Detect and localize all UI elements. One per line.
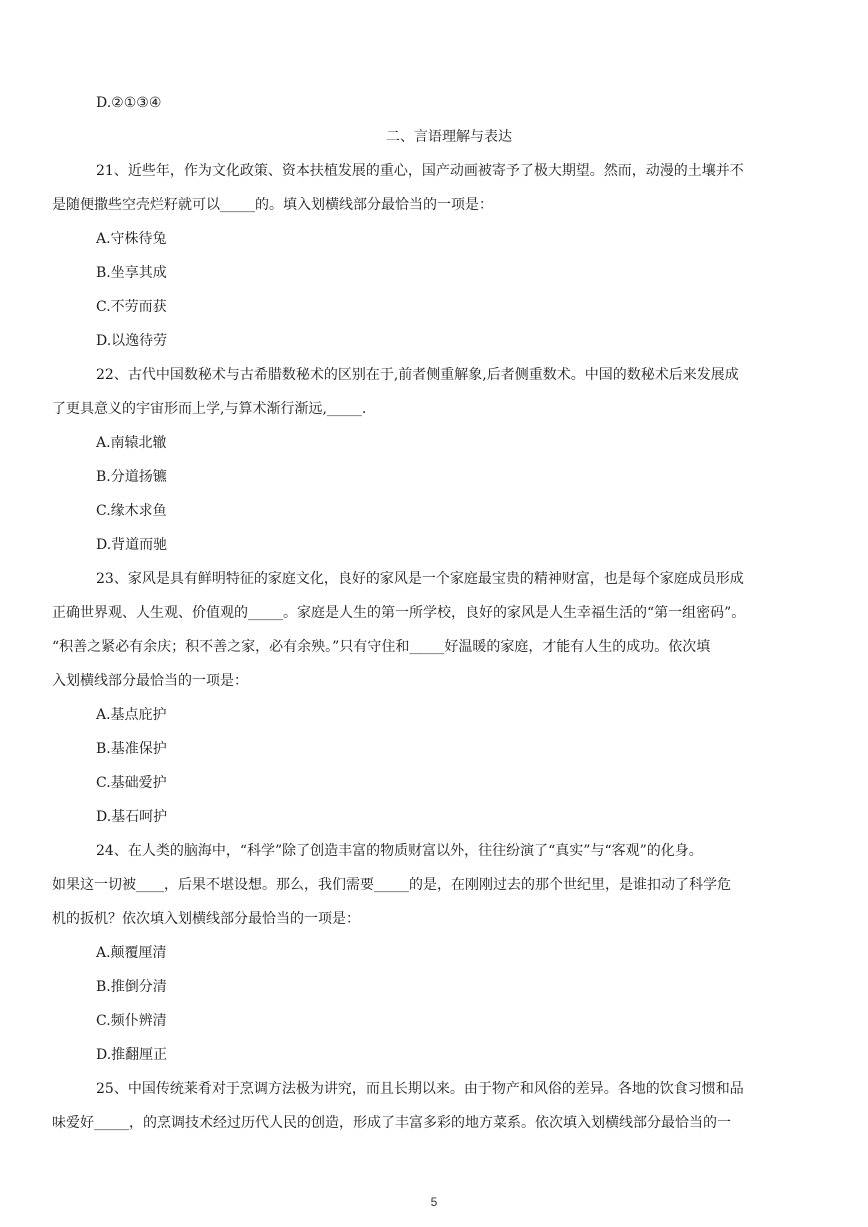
question-24-stem-line-1: 24、在人类的脑海中，“科学”除了创造丰富的物质财富以外，往往纷演了“真实”与“客观”的化身。 [96,843,703,859]
question-23-option-d: D.基石呵护 [96,809,168,825]
question-21-option-d: D.以逸待劳 [96,333,168,349]
question-22-stem-line-1: 22、古代中国数秘术与古希腊数秘术的区别在于,前者侧重解象,后者侧重数术。中国的数秘术后来发展成 [96,367,739,383]
question-22-stem-line-2: 了更具意义的宇宙形而上学,与算术渐行渐远,_____. [52,401,367,417]
question-24-option-d: D.推翻厘正 [96,1047,168,1063]
question-22-option-d: D.背道而驰 [96,537,168,553]
page-content [52,86,802,1140]
question-23-option-c: C.基础爱护 [96,775,167,791]
question-23 [52,562,802,698]
question-24-option-c: C.频仆辨清 [96,1013,167,1029]
question-24-stem-line-3: 机的扳机？依次填入划横线部分最恰当的一项是： [52,911,360,927]
question-24-stem-line-2: 如果这一切被____，后果不堪设想。那么，我们需要_____的是，在刚刚过去的那个世纪里，是谁扣动了科学危 [52,877,731,893]
question-23-option-b: B.基准保护 [96,741,167,757]
question-25-stem-line-1: 25、中国传统莱肴对于烹调方法极为讲究，而且长期以来。由于物产和风俗的差异。各地的饮食习惯和品 [96,1081,744,1097]
question-23-stem-line-4: 入划横线部分最恰当的一项是： [52,673,248,689]
question-24-option-b: B.推倒分清 [96,979,167,995]
question-21-option-b: B.坐享其成 [96,265,167,281]
question-21-option-a: A.守株待兔 [96,231,167,247]
question-22 [52,358,802,426]
question-22-option-b: B.分道扬镳 [96,469,167,485]
section-heading: 二、言语理解与表达 [386,129,512,145]
question-25 [52,1072,802,1140]
question-21 [52,154,802,222]
question-23-stem-line-2: 正确世界观、人生观、价值观的_____。家庭是人生的第一所学校，良好的家风是人生幸福生活的“第一组密码”。 [52,605,746,621]
question-22-option-a: A.南辕北辙 [96,435,167,451]
question-23-stem-line-3: “积善之紧必有余庆；积不善之家，必有余殃。”只有守住和_____好温暖的家庭，才能有人生的成功。依次填 [52,639,711,655]
question-21-option-c: C.不劳而获 [96,299,167,315]
question-24-option-a: A.颠覆厘清 [96,945,167,961]
question-25-stem-line-2: 味爱好_____，的烹调技术经过历代人民的创造，形成了丰富多彩的地方菜系。依次填入划横线部分最恰当的一 [52,1115,731,1131]
question-23-stem-line-1: 23、家风是具有鲜明特征的家庭文化，良好的家风是一个家庭最宝贵的精神财富，也是每个家庭成员形成 [96,571,744,587]
question-21-stem-line-2: 是随便撒些空壳烂籽就可以_____的。填入划横线部分最恰当的一项是： [52,197,493,213]
question-24 [52,834,802,936]
previous-question-option-d: D.②①③④ [96,95,162,111]
page-number: 5 [430,1195,438,1209]
question-21-stem-line-1: 21、近些年，作为文化政策、资本扶植发展的重心，国产动画被寄予了极大期望。然而，动漫的土壤并不 [96,163,744,179]
question-22-option-c: C.缘木求鱼 [96,503,167,519]
question-23-option-a: A.基点庇护 [96,707,167,723]
